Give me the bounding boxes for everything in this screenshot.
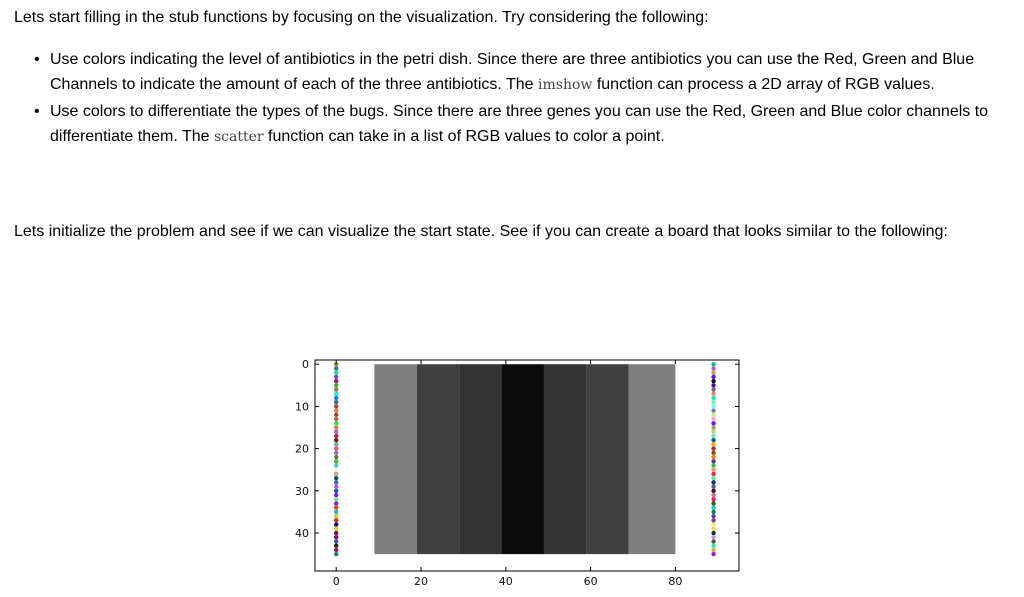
antibiotic-band — [502, 364, 544, 554]
bullet-text: function can take in a list of RGB values to color a point. — [263, 128, 665, 145]
bug-point — [334, 459, 338, 463]
bug-point — [711, 514, 715, 518]
bug-point — [711, 463, 715, 467]
bug-point — [711, 375, 715, 379]
bug-point — [711, 510, 715, 514]
bug-point — [334, 408, 338, 412]
bug-point — [711, 425, 715, 429]
bug-point — [711, 468, 715, 472]
bug-point — [711, 535, 715, 539]
bug-point — [334, 430, 338, 434]
bug-point — [711, 404, 715, 408]
bug-point — [334, 539, 338, 543]
bug-point — [711, 438, 715, 442]
bug-point — [711, 459, 715, 463]
bug-point — [334, 442, 338, 446]
bug-point — [711, 518, 715, 522]
antibiotic-band — [417, 364, 459, 554]
bug-point — [334, 434, 338, 438]
bug-point — [711, 383, 715, 387]
code-imshow: imshow — [538, 77, 593, 93]
bug-point — [711, 476, 715, 480]
bug-point — [711, 543, 715, 547]
bug-point — [711, 413, 715, 417]
bug-point — [334, 379, 338, 383]
bug-point — [334, 438, 338, 442]
x-tick-label: 0 — [332, 575, 340, 588]
init-paragraph: Lets initialize the problem and see if we can visualize the start state. See if you can create a board that looks similar to the following: — [14, 223, 948, 240]
antibiotic-band — [629, 364, 676, 554]
bug-point — [334, 375, 338, 379]
bug-point — [711, 531, 715, 535]
bug-point — [334, 413, 338, 417]
bug-point — [711, 362, 715, 366]
bug-point — [334, 383, 338, 387]
y-tick-label: 20 — [295, 442, 309, 456]
bug-point — [334, 493, 338, 497]
bug-point — [334, 522, 338, 526]
intro-paragraph: Lets start filling in the stub functions by focusing on the visualization. Try considering the following: — [14, 9, 709, 26]
x-tick-label: 60 — [583, 575, 598, 588]
bug-point — [711, 451, 715, 455]
bug-point — [711, 484, 715, 488]
bug-point — [334, 514, 338, 518]
bug-point — [334, 552, 338, 556]
bug-point — [711, 408, 715, 412]
bug-point — [711, 379, 715, 383]
bug-point — [711, 455, 715, 459]
bug-point — [334, 425, 338, 429]
bug-point — [711, 527, 715, 531]
bug-point — [334, 463, 338, 467]
bug-point — [711, 552, 715, 556]
bug-point — [334, 392, 338, 396]
bug-point — [334, 518, 338, 522]
bug-point — [334, 489, 338, 493]
bug-point — [334, 370, 338, 374]
bug-point — [334, 451, 338, 455]
bug-point — [711, 522, 715, 526]
bug-point — [711, 417, 715, 421]
y-tick-label: 30 — [295, 484, 309, 498]
bug-point — [711, 489, 715, 493]
bug-point — [711, 493, 715, 497]
bug-point — [711, 421, 715, 425]
bug-point — [334, 472, 338, 476]
y-tick-label: 0 — [302, 358, 309, 372]
bug-point — [711, 387, 715, 391]
bullet-item-bugs — [50, 99, 1010, 150]
x-tick-label: 20 — [414, 575, 428, 588]
bug-point — [334, 366, 338, 370]
bullet-text: Use colors indicating the level of antibiotics in the petri dish. Since there are three antibiotics you can use the Red, Green and Blue Channels to indicate the amount of each of the three antibiotics. The — [50, 51, 975, 93]
antibiotic-band — [459, 364, 501, 554]
bug-point — [711, 370, 715, 374]
bug-point — [711, 400, 715, 404]
bug-point — [334, 501, 338, 505]
bug-point — [334, 480, 338, 484]
bug-point — [334, 446, 338, 450]
petri-dish-plot — [270, 350, 750, 595]
bug-point — [334, 387, 338, 391]
bug-point — [334, 548, 338, 552]
bullet-list — [50, 47, 1010, 151]
bug-point — [711, 430, 715, 434]
bug-point — [334, 510, 338, 514]
bug-point — [334, 527, 338, 531]
bug-point — [711, 497, 715, 501]
antibiotic-band — [374, 364, 416, 554]
bullet-text: Use colors to differentiate the types of the bugs. Since there are three genes you can use the Red, Green and Blue color channels to differentiate them. The — [50, 103, 989, 145]
bug-point — [711, 442, 715, 446]
bullet-item-antibiotics — [50, 47, 1010, 98]
bug-point — [334, 506, 338, 510]
antibiotic-band — [586, 364, 628, 554]
bug-point — [334, 400, 338, 404]
bug-point — [334, 543, 338, 547]
bug-point — [711, 506, 715, 510]
bug-point — [711, 472, 715, 476]
bug-point — [711, 392, 715, 396]
bug-point — [711, 366, 715, 370]
bug-point — [334, 531, 338, 535]
bug-point — [711, 396, 715, 400]
bug-point — [711, 501, 715, 505]
y-tick-label: 10 — [295, 400, 309, 414]
y-tick-label: 40 — [295, 527, 309, 541]
bug-point — [334, 421, 338, 425]
bug-point — [334, 404, 338, 408]
bug-point — [711, 539, 715, 543]
bug-point — [334, 455, 338, 459]
bug-point — [711, 548, 715, 552]
code-scatter: scatter — [213, 129, 264, 145]
bug-point — [711, 446, 715, 450]
bug-point — [334, 535, 338, 539]
bug-point — [334, 497, 338, 501]
bug-point — [711, 480, 715, 484]
antibiotic-band — [544, 364, 586, 554]
bug-point — [334, 484, 338, 488]
bug-point — [334, 468, 338, 472]
x-tick-label: 80 — [668, 575, 683, 588]
bullet-text: function can process a 2D array of RGB values. — [592, 76, 935, 93]
bug-point — [334, 396, 338, 400]
bug-point — [334, 476, 338, 480]
bug-point — [711, 434, 715, 438]
x-tick-label: 40 — [498, 575, 513, 588]
bug-point — [334, 417, 338, 421]
